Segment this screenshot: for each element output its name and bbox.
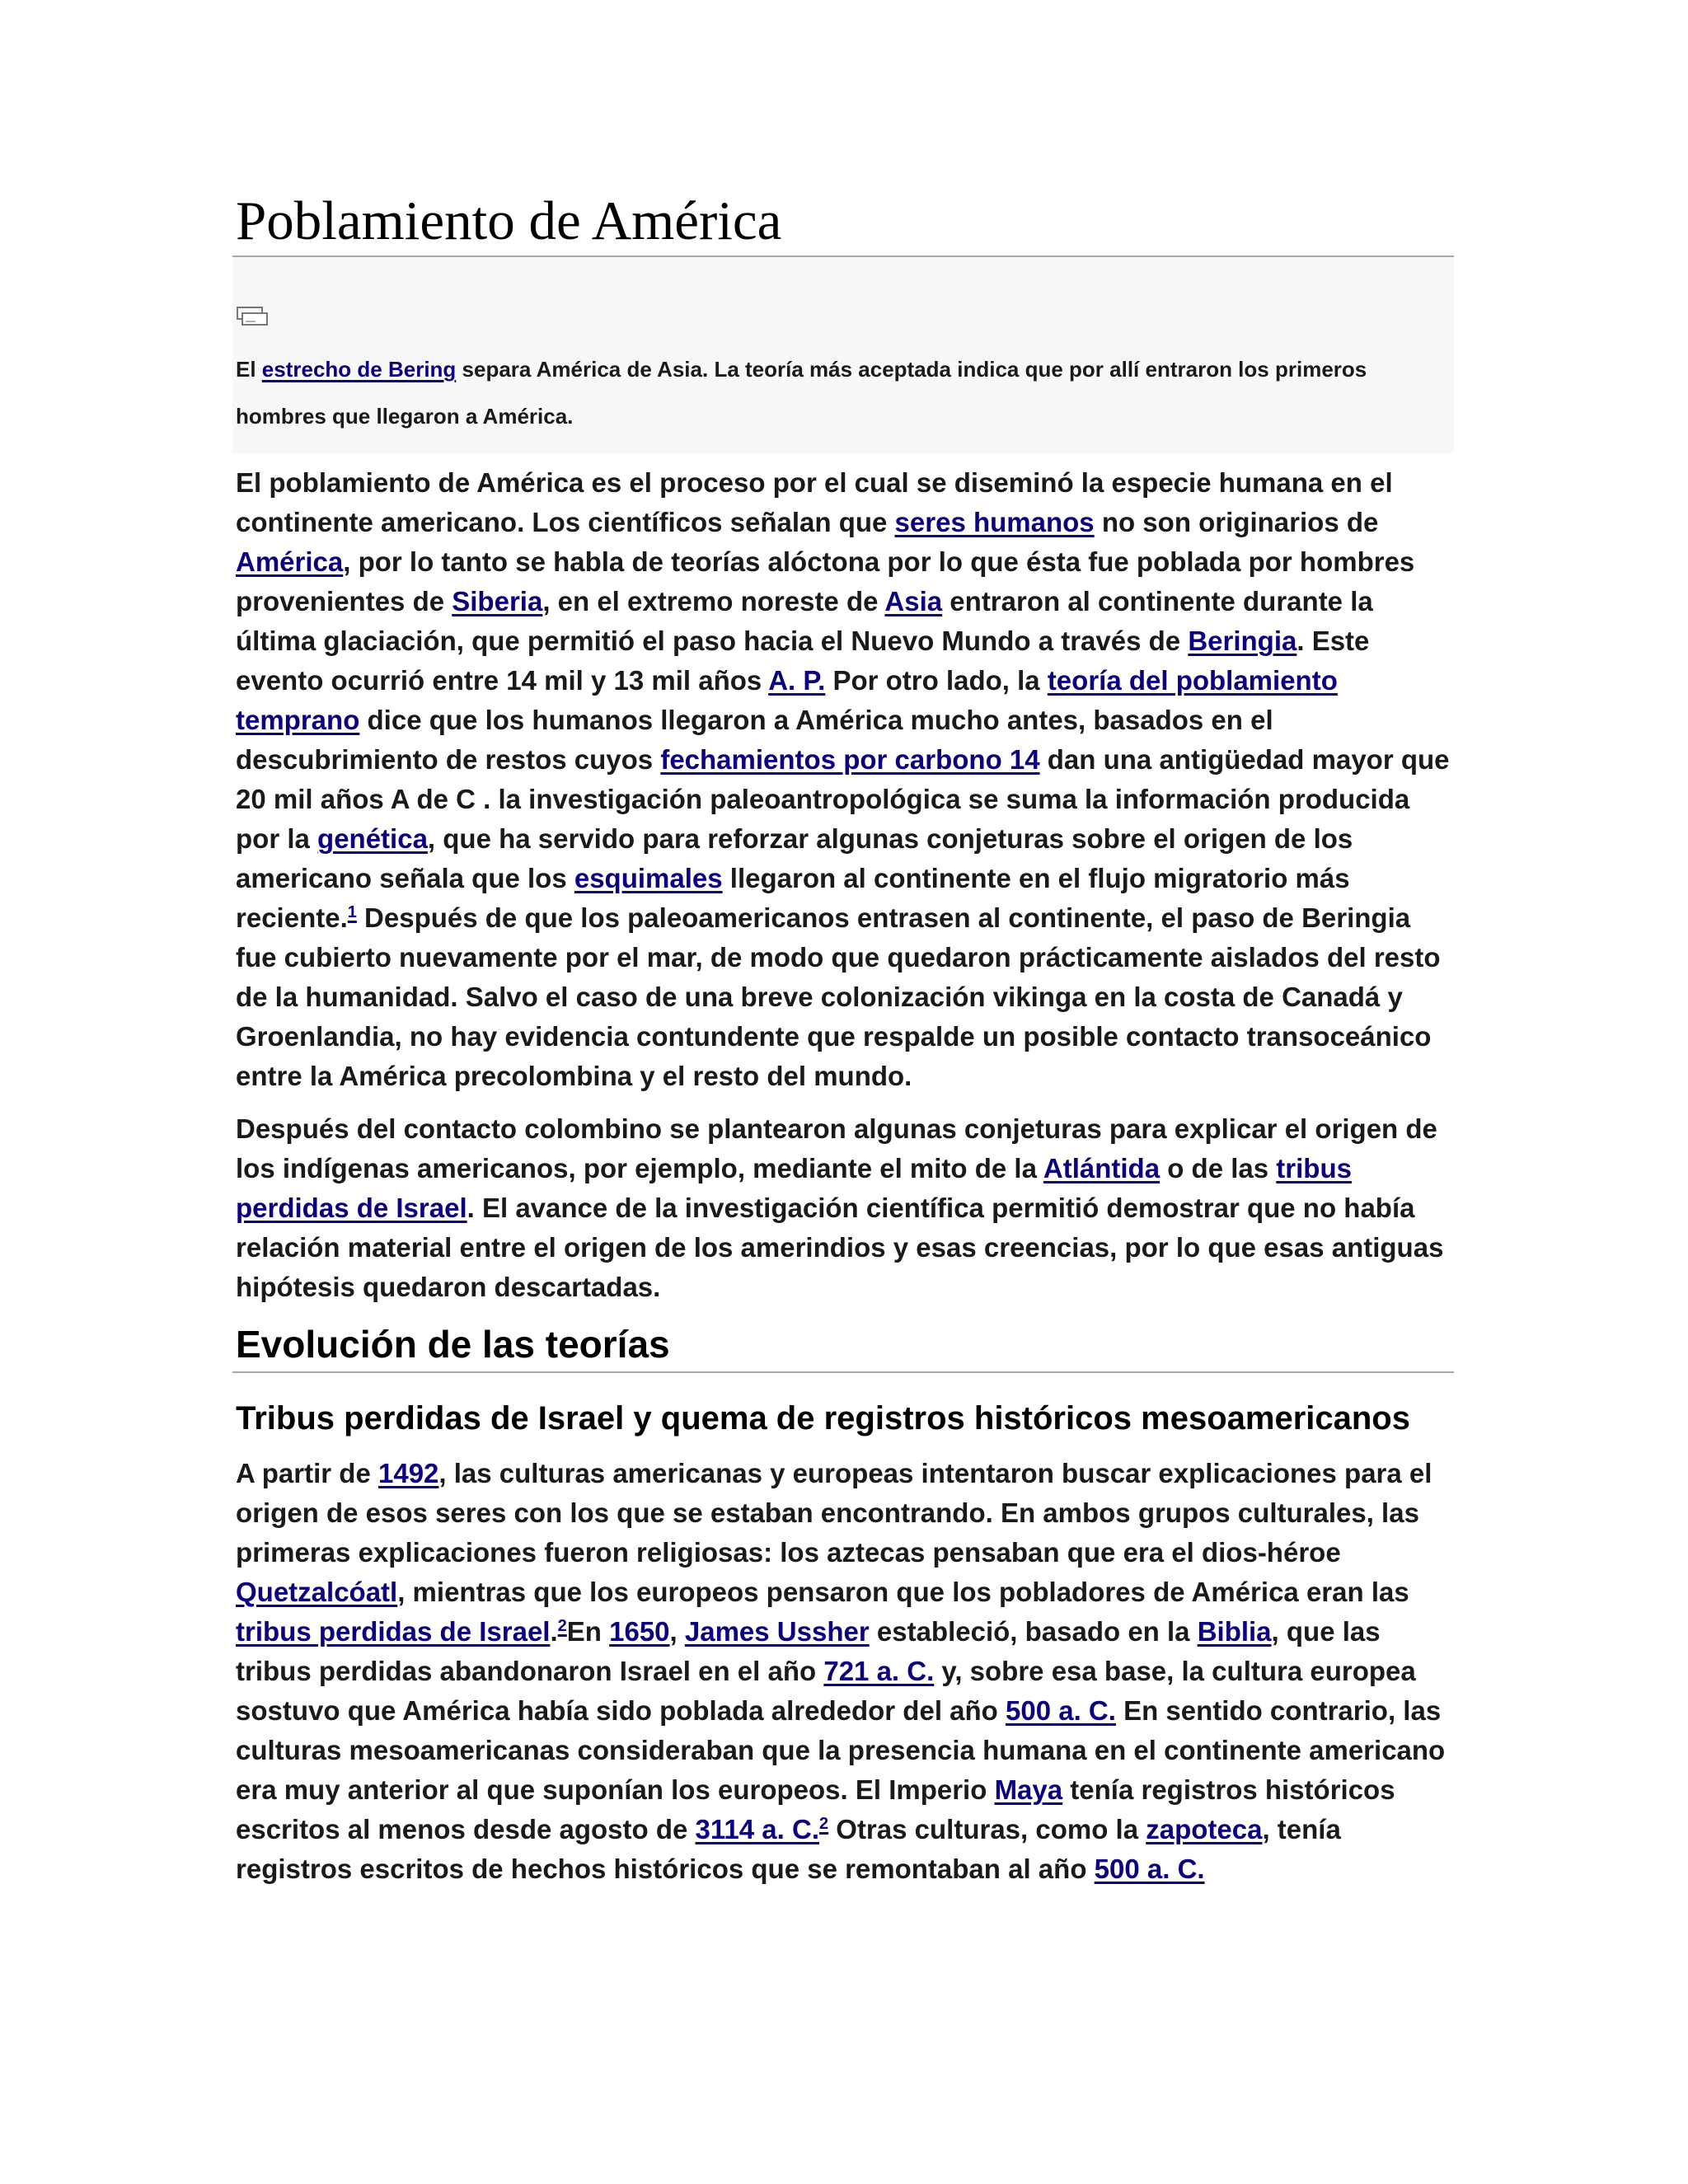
article-page — [232, 188, 1454, 1902]
link-atlantida[interactable]: Atlántida — [1043, 1153, 1160, 1184]
link-james-ussher[interactable]: James Ussher — [684, 1616, 870, 1647]
link-3114-ac[interactable]: 3114 a. C. — [695, 1814, 819, 1845]
link-estrecho-de-bering[interactable]: estrecho de Bering — [261, 357, 457, 382]
link-721-ac[interactable]: 721 a. C. — [823, 1656, 935, 1687]
link-1492[interactable]: 1492 — [377, 1458, 439, 1489]
link-seres-humanos[interactable]: seres humanos — [894, 507, 1095, 538]
link-biblia[interactable]: Biblia — [1197, 1616, 1272, 1647]
intro-paragraph-2: Después del contacto colombino se plantearon algunas conjeturas para explicar el origen de los indígenas americanos, por ejemplo, mediante el mito de la Atlántida o de las tribus perdidas de Israel. El avance de la investigación científica permitió demostrar que no había relación material entre el origen de los amerindios y esas creencias, por lo que esas antiguas hipótesis quedaron descartadas. — [236, 1113, 1444, 1303]
link-beringia[interactable]: Beringia — [1188, 626, 1297, 657]
link-america[interactable]: América — [236, 546, 344, 578]
subsection-heading-tribus: Tribus perdidas de Israel y quema de registros históricos mesoamericanos — [236, 1400, 1410, 1437]
link-500-ac[interactable]: 500 a. C. — [1006, 1695, 1116, 1727]
link-esquimales[interactable]: esquimales — [574, 863, 723, 894]
image-caption: El estrecho de Bering separa América de Asia. La teoría más aceptada indica que por allí entraron los primeros hombres que llegaron a América. — [236, 357, 1367, 429]
page-title: Poblamiento de América — [232, 188, 1454, 257]
image-caption-box — [232, 257, 1454, 453]
link-tribus-perdidas-de-israel[interactable]: tribus perdidas de Israel — [236, 1153, 1352, 1224]
link-zapoteca[interactable]: zapoteca — [1146, 1814, 1263, 1845]
section-paragraph-tribus: A partir de 1492, las culturas americanas y europeas intentaron buscar explicaciones para el origen de esos seres con los que se estaban encontrando. En ambos grupos culturales, las primeras explicaciones fueron religiosas: los aztecas pensaban que era el dios-héroe Quetzalcóatl, mientras que los europeos pensaron que los pobladores de América eran las tribus perdidas de Israel.$^2$En 1650, James Ussher estableció, basado en la Biblia, que las tribus perdidas abandonaron Israel en el año 721 a. C. y, sobre esa base, la cultura europea sostuvo que América había sido poblada alrededor del año 500 a. C. En sentido contrario, las culturas mesoamericanas consideraban que la presencia humana en el continente americano era muy anterior al que suponían los europeos. El Imperio Maya tenía registros históricos escritos al menos desde agosto de 3114 a. C.$^2$ Otras culturas, como la zapoteca, tenía registros escritos de hechos históricos que se remontaban al año 500 a. C. — [236, 1458, 1446, 1885]
link-1650[interactable]: 1650 — [609, 1616, 670, 1647]
reference-2-second[interactable]: 2 — [818, 1815, 829, 1834]
link-asia[interactable]: Asia — [884, 586, 943, 617]
link-tribus-perdidas-israel[interactable]: tribus perdidas de Israel — [236, 1616, 551, 1647]
link-antes-del-presente[interactable]: A. P. — [768, 665, 826, 696]
link-teoria-poblamiento-temprano[interactable]: teoría del poblamiento temprano — [236, 665, 1338, 736]
reference-2[interactable]: 2 — [557, 1617, 567, 1636]
reference-1[interactable]: 1 — [347, 903, 357, 922]
link-genetica[interactable]: genética — [317, 823, 428, 855]
link-500-ac-second[interactable]: 500 a. C. — [1094, 1854, 1205, 1885]
image-thumbnail-icon[interactable] — [236, 305, 269, 330]
link-quetzalcoatl[interactable]: Quetzalcóatl — [236, 1577, 398, 1608]
intro-paragraph-1: El poblamiento de América es el proceso por el cual se diseminó la especie humana en el continente americano. Los científicos señalan que seres humanos no son originarios de América, por lo tanto se habla de teorías alóctona por lo que ésta fue poblada por hombres provenientes de Siberia, en el extremo noreste de Asia entraron al continente durante la última glaciación, que permitió el paso hacia el Nuevo Mundo a través de Beringia. Este evento ocurrió entre 14 mil y 13 mil años A. P. Por otro lado, la teoría del poblamiento temprano dice que los humanos llegaron a América mucho antes, basados en el descubrimiento de restos cuyos fechamientos por carbono 14 dan una antigüedad mayor que 20 mil años A de C . la investigación paleoantropológica se suma la información producida por la genética, que ha servido para reforzar algunas conjeturas sobre el origen de los americano señala que los esquimales llegaron al continente en el flujo migratorio más reciente.$^1$ Después de que los paleoamericanos entrasen al continente, el paso de Beringia fue cubierto nuevamente por el mar, de modo que quedaron prácticamente aislados del resto de la humanidad. Salvo el caso de una breve colonización vikinga en la costa de Canadá y Groenlandia, no hay evidencia contundente que respalde un posible contacto transoceánico entre la América precolombina y el resto del mundo. — [236, 467, 1450, 1092]
section-heading-evolucion: Evolución de las teorías — [232, 1320, 1454, 1373]
link-maya[interactable]: Maya — [994, 1774, 1063, 1806]
link-siberia[interactable]: Siberia — [452, 586, 543, 617]
link-fechamientos-carbono-14[interactable]: fechamientos por carbono 14 — [660, 744, 1040, 776]
